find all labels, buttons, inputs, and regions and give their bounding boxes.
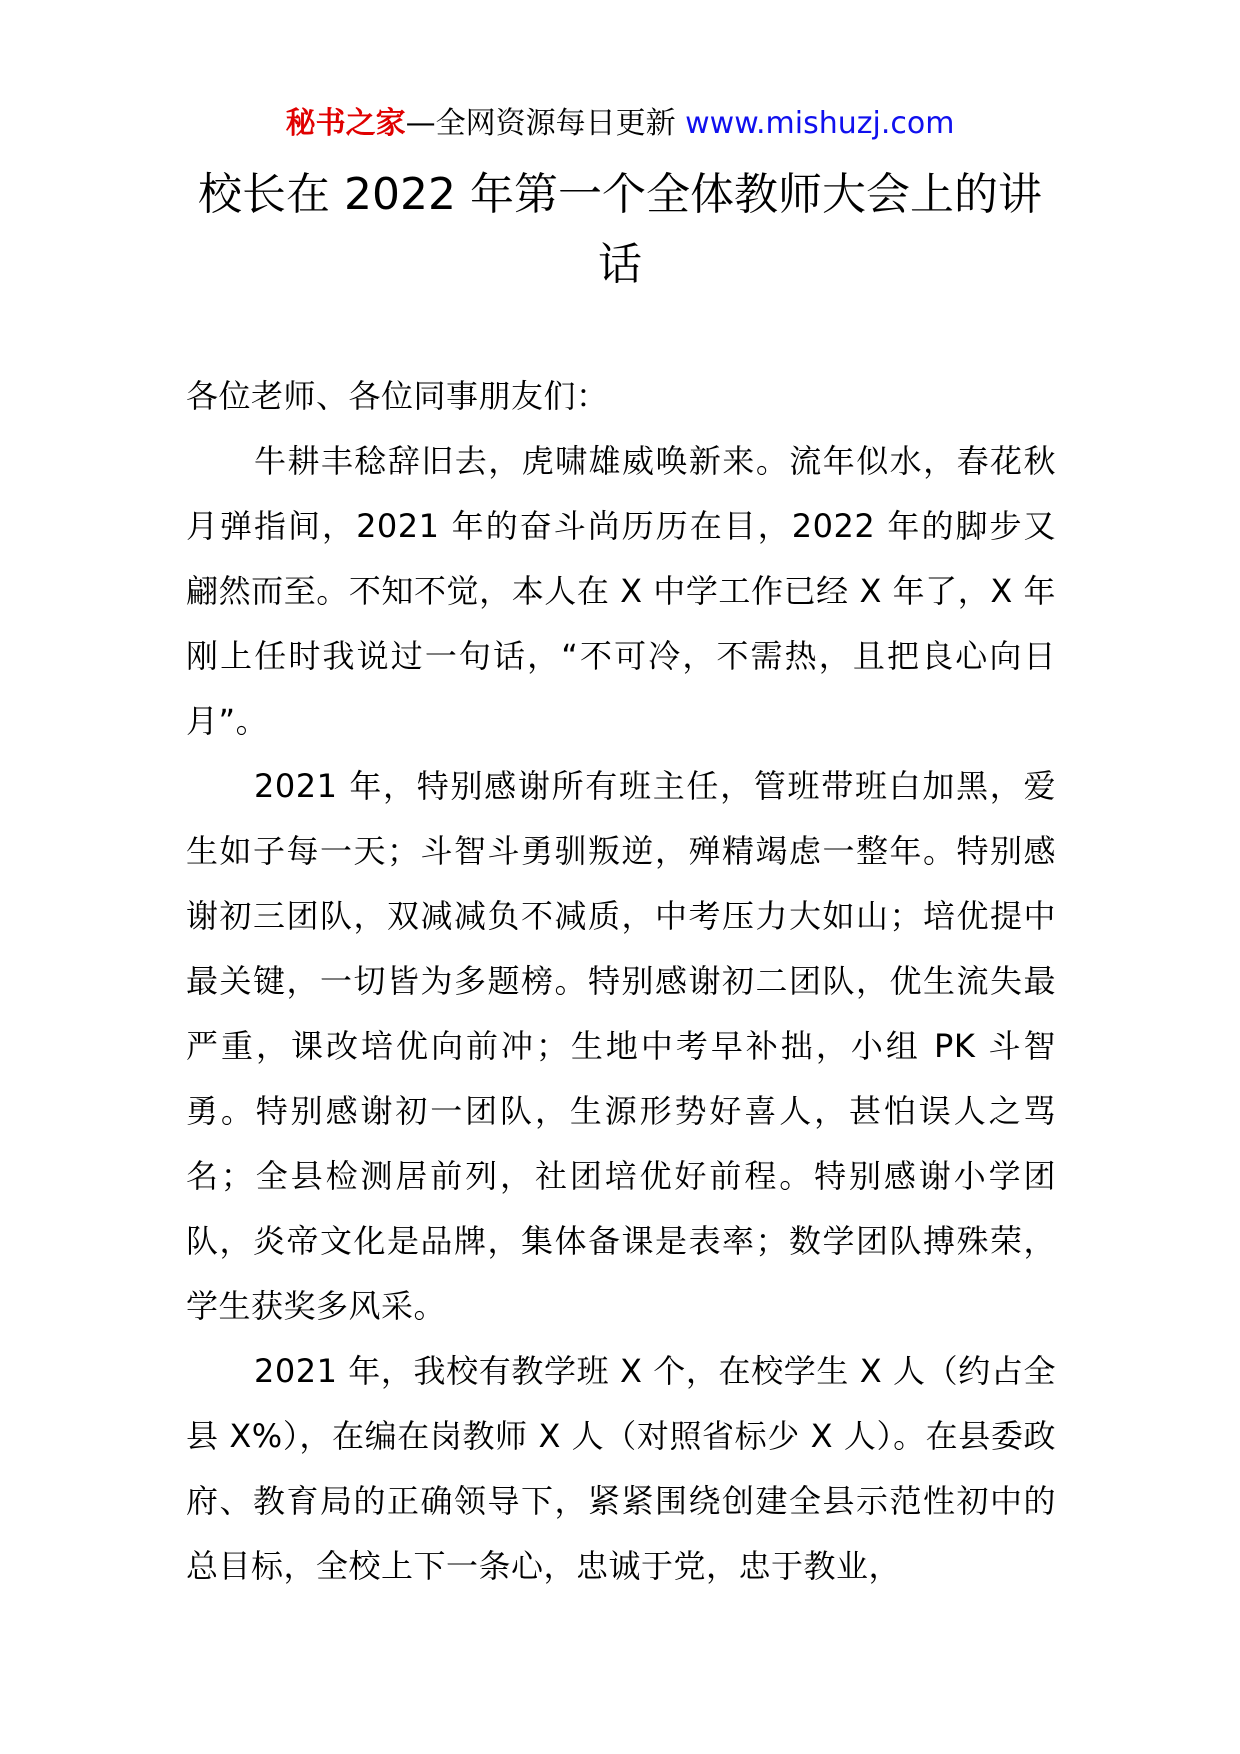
document-title: 校长在 2022 年第一个全体教师大会上的讲话 (198, 169, 1042, 290)
document-body (186, 364, 1056, 1599)
paragraph-3: 2021 年，我校有教学班 X 个，在校学生 X 人（约占全县 X%），在编在岗教师 X 人（对照省标少 X 人）。在县委政府、教育局的正确领导下，紧紧围绕创建全县示范性初中的总目标，全校上下一条心，忠诚于党，忠于教业， (186, 1352, 1056, 1585)
paragraph-1: 牛耕丰稔辞旧去，虎啸雄威唤新来。流年似水，春花秋月弹指间，2021 年的奋斗尚历历在目，2022 年的脚步又翩然而至。不知不觉，本人在 X 中学工作已经 X 年了，X 年刚上任时我说过一句话，“不可冷，不需热，且把良心向日月”。 (186, 442, 1056, 740)
paragraph-2: 2021 年，特别感谢所有班主任，管班带班白加黑，爱生如子每一天；斗智斗勇驯叛逆，殚精竭虑一整年。特别感谢初三团队，双减减负不减质，中考压力大如山；培优提中最关键，一切皆为多题榜。特别感谢初二团队，优生流失最严重，课改培优向前冲；生地中考早补拙，小组 PK 斗智勇。特别感谢初一团队，生源形势好喜人，甚怕误人之骂名；全县检测居前列，社团培优好前程。特别感谢小学团队，炎帝文化是品牌，集体备课是表率；数学团队搏殊荣，学生获奖多风采。 (186, 767, 1056, 1325)
brand-name: 秘书之家 (285, 106, 406, 141)
site-header (0, 102, 1240, 146)
header-slogan: —全网资源每日更新 (405, 106, 686, 141)
salutation: 各位老师、各位同事朋友们： (186, 377, 609, 415)
site-url-link[interactable]: www.mishuzj.com (685, 106, 955, 141)
